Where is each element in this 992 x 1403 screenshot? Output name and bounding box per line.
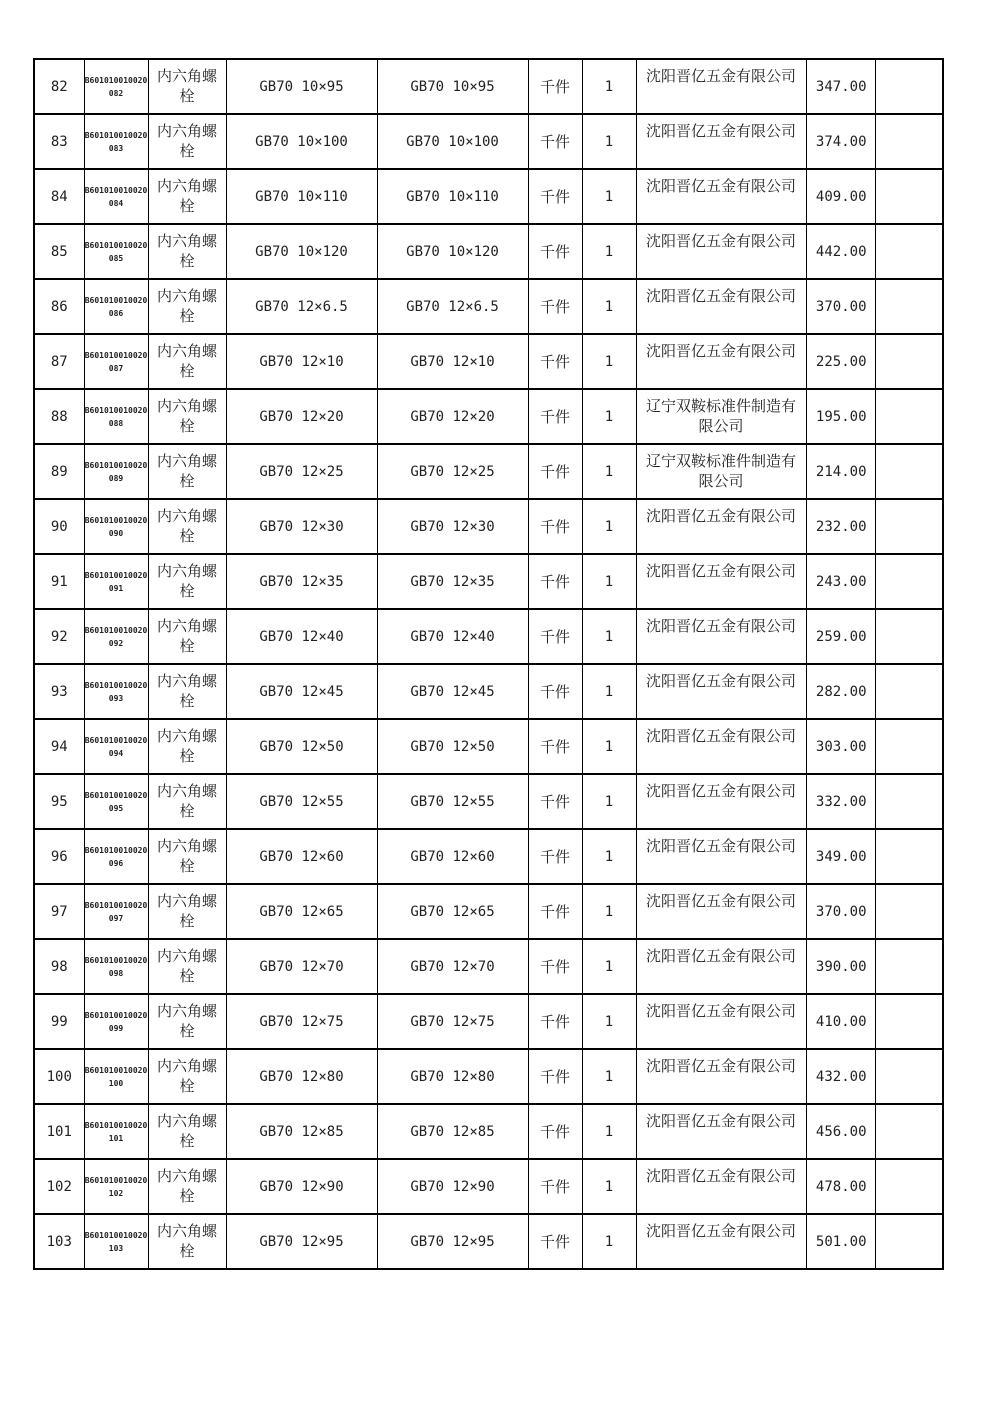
specification-cell: GB70 12×35 [226,554,377,609]
unit-cell: 千件 [528,499,582,554]
unit-cell: 千件 [528,169,582,224]
supplier-cell: 沈阳晋亿五金有限公司 [636,939,806,994]
material-name-cell: 内六角螺栓 [148,279,226,334]
quantity-cell: 1 [582,939,636,994]
supplier-cell: 沈阳晋亿五金有限公司 [636,719,806,774]
row-number-cell: 101 [34,1104,84,1159]
unit-price-cell: 478.00 [806,1159,875,1214]
table-row [34,1104,943,1159]
remark-cell [875,664,943,719]
unit-price-cell: 303.00 [806,719,875,774]
remark-cell [875,884,943,939]
model-cell: GB70 12×35 [377,554,528,609]
model-cell: GB70 12×70 [377,939,528,994]
material-code-cell: B601010010020094 [84,719,148,774]
supplier-cell: 沈阳晋亿五金有限公司 [636,224,806,279]
quantity-cell: 1 [582,444,636,499]
quantity-cell: 1 [582,1104,636,1159]
specification-cell: GB70 12×55 [226,774,377,829]
unit-price-cell: 390.00 [806,939,875,994]
unit-cell: 千件 [528,279,582,334]
supplier-cell: 沈阳晋亿五金有限公司 [636,279,806,334]
unit-cell: 千件 [528,774,582,829]
table-row [34,444,943,499]
supplier-cell: 沈阳晋亿五金有限公司 [636,664,806,719]
table-row [34,499,943,554]
unit-price-cell: 432.00 [806,1049,875,1104]
unit-cell: 千件 [528,389,582,444]
material-code-cell: B601010010020098 [84,939,148,994]
supplier-cell: 辽宁双鞍标准件制造有限公司 [636,444,806,499]
quantity-cell: 1 [582,279,636,334]
specification-cell: GB70 10×100 [226,114,377,169]
unit-cell: 千件 [528,939,582,994]
material-name-cell: 内六角螺栓 [148,1049,226,1104]
quantity-cell: 1 [582,774,636,829]
unit-cell: 千件 [528,829,582,884]
material-code-cell: B601010010020091 [84,554,148,609]
material-name-cell: 内六角螺栓 [148,719,226,774]
remark-cell [875,114,943,169]
material-code-cell: B601010010020092 [84,609,148,664]
row-number-cell: 98 [34,939,84,994]
unit-price-cell: 259.00 [806,609,875,664]
unit-price-cell: 243.00 [806,554,875,609]
table-row [34,829,943,884]
unit-price-cell: 214.00 [806,444,875,499]
model-cell: GB70 10×95 [377,59,528,114]
remark-cell [875,59,943,114]
material-code-cell: B601010010020101 [84,1104,148,1159]
specification-cell: GB70 12×65 [226,884,377,939]
material-name-cell: 内六角螺栓 [148,114,226,169]
table-row [34,224,943,279]
quantity-cell: 1 [582,719,636,774]
material-code-cell: B601010010020086 [84,279,148,334]
model-cell: GB70 10×120 [377,224,528,279]
quantity-cell: 1 [582,554,636,609]
quantity-cell: 1 [582,169,636,224]
table-row [34,1159,943,1214]
material-name-cell: 内六角螺栓 [148,1159,226,1214]
row-number-cell: 92 [34,609,84,664]
unit-price-cell: 409.00 [806,169,875,224]
quantity-cell: 1 [582,1159,636,1214]
supplier-cell: 辽宁双鞍标准件制造有限公司 [636,389,806,444]
remark-cell [875,224,943,279]
material-code-cell: B601010010020093 [84,664,148,719]
quantity-cell: 1 [582,59,636,114]
table-row [34,389,943,444]
row-number-cell: 97 [34,884,84,939]
specification-cell: GB70 12×70 [226,939,377,994]
model-cell: GB70 12×45 [377,664,528,719]
model-cell: GB70 12×60 [377,829,528,884]
unit-price-cell: 410.00 [806,994,875,1049]
unit-cell: 千件 [528,1159,582,1214]
model-cell: GB70 12×80 [377,1049,528,1104]
unit-price-cell: 370.00 [806,884,875,939]
remark-cell [875,994,943,1049]
material-code-cell: B601010010020088 [84,389,148,444]
quantity-cell: 1 [582,994,636,1049]
unit-cell: 千件 [528,114,582,169]
unit-cell: 千件 [528,444,582,499]
model-cell: GB70 12×6.5 [377,279,528,334]
table-row [34,1049,943,1104]
material-name-cell: 内六角螺栓 [148,774,226,829]
supplier-cell: 沈阳晋亿五金有限公司 [636,994,806,1049]
unit-price-cell: 456.00 [806,1104,875,1159]
model-cell: GB70 12×85 [377,1104,528,1159]
supplier-cell: 沈阳晋亿五金有限公司 [636,334,806,389]
table-row [34,719,943,774]
material-name-cell: 内六角螺栓 [148,664,226,719]
model-cell: GB70 12×10 [377,334,528,389]
unit-cell: 千件 [528,1214,582,1269]
material-code-cell: B601010010020100 [84,1049,148,1104]
remark-cell [875,1049,943,1104]
specification-cell: GB70 12×50 [226,719,377,774]
row-number-cell: 99 [34,994,84,1049]
table-row [34,609,943,664]
row-number-cell: 90 [34,499,84,554]
remark-cell [875,554,943,609]
unit-price-cell: 347.00 [806,59,875,114]
row-number-cell: 88 [34,389,84,444]
row-number-cell: 86 [34,279,84,334]
quantity-cell: 1 [582,389,636,444]
table-body [34,59,943,1269]
unit-price-cell: 232.00 [806,499,875,554]
table-row [34,939,943,994]
material-code-cell: B601010010020085 [84,224,148,279]
specification-cell: GB70 12×60 [226,829,377,884]
specification-cell: GB70 12×90 [226,1159,377,1214]
unit-price-cell: 349.00 [806,829,875,884]
material-code-cell: B601010010020089 [84,444,148,499]
model-cell: GB70 12×55 [377,774,528,829]
row-number-cell: 100 [34,1049,84,1104]
unit-cell: 千件 [528,334,582,389]
remark-cell [875,774,943,829]
specification-cell: GB70 12×80 [226,1049,377,1104]
material-name-cell: 内六角螺栓 [148,499,226,554]
supplier-cell: 沈阳晋亿五金有限公司 [636,609,806,664]
remark-cell [875,719,943,774]
row-number-cell: 84 [34,169,84,224]
unit-price-cell: 501.00 [806,1214,875,1269]
material-code-cell: B601010010020090 [84,499,148,554]
model-cell: GB70 12×20 [377,389,528,444]
quantity-cell: 1 [582,1214,636,1269]
unit-cell: 千件 [528,224,582,279]
supplier-cell: 沈阳晋亿五金有限公司 [636,1214,806,1269]
unit-cell: 千件 [528,609,582,664]
unit-price-cell: 282.00 [806,664,875,719]
remark-cell [875,1104,943,1159]
table-row [34,334,943,389]
quantity-cell: 1 [582,224,636,279]
material-code-cell: B601010010020087 [84,334,148,389]
quantity-cell: 1 [582,664,636,719]
material-name-cell: 内六角螺栓 [148,829,226,884]
remark-cell [875,609,943,664]
specification-cell: GB70 12×20 [226,389,377,444]
unit-cell: 千件 [528,664,582,719]
remark-cell [875,279,943,334]
table-row [34,169,943,224]
row-number-cell: 102 [34,1159,84,1214]
unit-cell: 千件 [528,1049,582,1104]
material-name-cell: 内六角螺栓 [148,554,226,609]
model-cell: GB70 12×30 [377,499,528,554]
unit-price-cell: 374.00 [806,114,875,169]
model-cell: GB70 12×40 [377,609,528,664]
specification-cell: GB70 12×25 [226,444,377,499]
specification-cell: GB70 10×120 [226,224,377,279]
remark-cell [875,1159,943,1214]
material-name-cell: 内六角螺栓 [148,994,226,1049]
model-cell: GB70 12×75 [377,994,528,1049]
model-cell: GB70 12×50 [377,719,528,774]
supplier-cell: 沈阳晋亿五金有限公司 [636,554,806,609]
quantity-cell: 1 [582,1049,636,1104]
model-cell: GB70 10×110 [377,169,528,224]
material-name-cell: 内六角螺栓 [148,59,226,114]
unit-cell: 千件 [528,884,582,939]
unit-price-cell: 370.00 [806,279,875,334]
specification-cell: GB70 12×30 [226,499,377,554]
table-row [34,994,943,1049]
remark-cell [875,829,943,884]
unit-price-cell: 225.00 [806,334,875,389]
supplier-cell: 沈阳晋亿五金有限公司 [636,1159,806,1214]
unit-price-cell: 195.00 [806,389,875,444]
material-code-cell: B601010010020102 [84,1159,148,1214]
supplier-cell: 沈阳晋亿五金有限公司 [636,884,806,939]
specification-cell: GB70 12×45 [226,664,377,719]
remark-cell [875,939,943,994]
quantity-cell: 1 [582,499,636,554]
quantity-cell: 1 [582,829,636,884]
table-row [34,554,943,609]
quantity-cell: 1 [582,884,636,939]
specification-cell: GB70 12×40 [226,609,377,664]
row-number-cell: 93 [34,664,84,719]
material-code-cell: B601010010020095 [84,774,148,829]
material-code-cell: B601010010020099 [84,994,148,1049]
unit-price-cell: 332.00 [806,774,875,829]
supplier-cell: 沈阳晋亿五金有限公司 [636,829,806,884]
row-number-cell: 96 [34,829,84,884]
material-code-cell: B601010010020096 [84,829,148,884]
row-number-cell: 95 [34,774,84,829]
specification-cell: GB70 10×95 [226,59,377,114]
specification-cell: GB70 12×6.5 [226,279,377,334]
specification-cell: GB70 12×75 [226,994,377,1049]
supplier-cell: 沈阳晋亿五金有限公司 [636,1049,806,1104]
table-row [34,114,943,169]
remark-cell [875,389,943,444]
material-name-cell: 内六角螺栓 [148,334,226,389]
quantity-cell: 1 [582,114,636,169]
quantity-cell: 1 [582,609,636,664]
specification-cell: GB70 12×85 [226,1104,377,1159]
row-number-cell: 94 [34,719,84,774]
specification-cell: GB70 10×110 [226,169,377,224]
model-cell: GB70 12×25 [377,444,528,499]
material-name-cell: 内六角螺栓 [148,884,226,939]
table-row [34,774,943,829]
quantity-cell: 1 [582,334,636,389]
material-code-cell: B601010010020103 [84,1214,148,1269]
model-cell: GB70 12×95 [377,1214,528,1269]
remark-cell [875,499,943,554]
price-table [33,58,944,1270]
model-cell: GB70 12×65 [377,884,528,939]
specification-cell: GB70 12×10 [226,334,377,389]
table-row [34,279,943,334]
table-row [34,664,943,719]
supplier-cell: 沈阳晋亿五金有限公司 [636,1104,806,1159]
model-cell: GB70 10×100 [377,114,528,169]
row-number-cell: 85 [34,224,84,279]
unit-cell: 千件 [528,1104,582,1159]
material-name-cell: 内六角螺栓 [148,224,226,279]
unit-cell: 千件 [528,554,582,609]
supplier-cell: 沈阳晋亿五金有限公司 [636,774,806,829]
supplier-cell: 沈阳晋亿五金有限公司 [636,499,806,554]
row-number-cell: 82 [34,59,84,114]
material-name-cell: 内六角螺栓 [148,444,226,499]
row-number-cell: 91 [34,554,84,609]
row-number-cell: 89 [34,444,84,499]
model-cell: GB70 12×90 [377,1159,528,1214]
unit-cell: 千件 [528,719,582,774]
material-name-cell: 内六角螺栓 [148,1104,226,1159]
remark-cell [875,169,943,224]
supplier-cell: 沈阳晋亿五金有限公司 [636,59,806,114]
material-code-cell: B601010010020097 [84,884,148,939]
material-name-cell: 内六角螺栓 [148,169,226,224]
material-code-cell: B601010010020084 [84,169,148,224]
table-row [34,1214,943,1269]
table-row [34,59,943,114]
material-code-cell: B601010010020083 [84,114,148,169]
material-name-cell: 内六角螺栓 [148,389,226,444]
material-code-cell: B601010010020082 [84,59,148,114]
specification-cell: GB70 12×95 [226,1214,377,1269]
unit-price-cell: 442.00 [806,224,875,279]
material-name-cell: 内六角螺栓 [148,939,226,994]
unit-cell: 千件 [528,994,582,1049]
remark-cell [875,334,943,389]
row-number-cell: 87 [34,334,84,389]
row-number-cell: 103 [34,1214,84,1269]
table-row [34,884,943,939]
material-name-cell: 内六角螺栓 [148,1214,226,1269]
material-name-cell: 内六角螺栓 [148,609,226,664]
unit-cell: 千件 [528,59,582,114]
supplier-cell: 沈阳晋亿五金有限公司 [636,169,806,224]
row-number-cell: 83 [34,114,84,169]
remark-cell [875,1214,943,1269]
remark-cell [875,444,943,499]
supplier-cell: 沈阳晋亿五金有限公司 [636,114,806,169]
